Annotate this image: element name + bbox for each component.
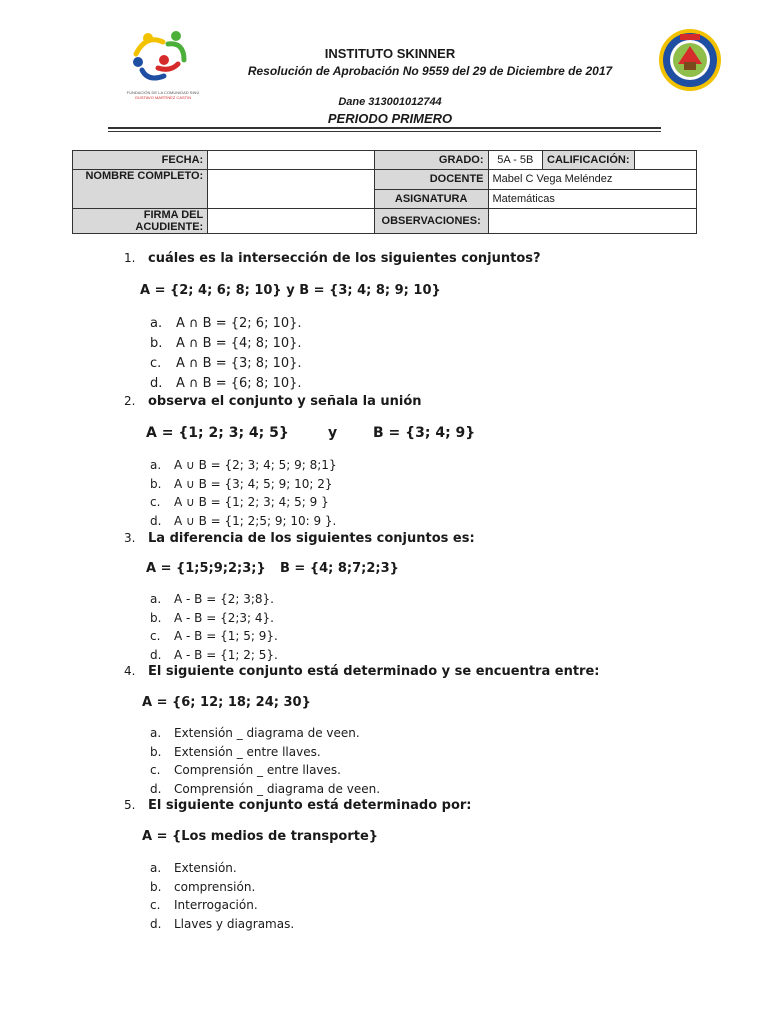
question-1-options: [150, 314, 302, 394]
option-d[interactable]: [150, 915, 294, 934]
logo-caption-2: GUSTAVO MARTÍNEZ CASTIN: [134, 95, 192, 100]
option-c[interactable]: [150, 493, 337, 512]
option-a[interactable]: [150, 859, 294, 878]
question-number: 3.: [124, 531, 136, 545]
question-text: observa el conjunto y señala la unión: [148, 394, 422, 409]
dane-code: Dane 313001012744: [338, 96, 442, 108]
option-a[interactable]: [150, 724, 380, 743]
option-b[interactable]: [150, 475, 337, 494]
question-2-set-y: y: [328, 425, 338, 441]
question-1-sets: A = {2; 4; 6; 8; 10} y B = {3; 4; 8; 9; 10}: [140, 283, 441, 298]
option-d[interactable]: [150, 512, 337, 531]
question-number: 2.: [124, 394, 136, 408]
question-number: 1.: [124, 251, 136, 265]
question-1: [124, 251, 541, 266]
question-3-set-a: A = {1;5;9;2;3;}: [146, 561, 266, 576]
question-text: El siguiente conjunto está determinado y se encuentra entre:: [148, 664, 600, 679]
option-letter: d.: [150, 916, 162, 931]
option-text: Comprensión _ entre llaves.: [174, 763, 341, 777]
option-letter: c.: [150, 629, 161, 643]
option-text: Extensión.: [174, 861, 237, 875]
calificacion-field[interactable]: [634, 151, 697, 170]
option-text: A ∪ B = {1; 2; 3; 4; 5; 9 }: [174, 495, 329, 509]
option-letter: b.: [150, 879, 162, 894]
question-4-sets: A = {6; 12; 18; 24; 30}: [142, 695, 311, 710]
option-letter: d.: [150, 781, 162, 796]
question-number: 4.: [124, 664, 136, 678]
option-a[interactable]: [150, 456, 337, 475]
school-name: INSTITUTO SKINNER: [324, 46, 456, 61]
question-number: 5.: [124, 798, 136, 812]
option-letter: b.: [150, 476, 162, 491]
option-c[interactable]: [150, 627, 278, 646]
option-letter: c.: [150, 356, 162, 371]
option-letter: d.: [150, 647, 162, 662]
option-text: A ∪ B = {3; 4; 5; 9; 10; 2}: [174, 476, 333, 491]
option-text: Extensión _ diagrama de veen.: [174, 726, 360, 740]
observaciones-label: OBSERVACIONES:: [374, 209, 488, 234]
question-3-set-b: B = {4; 8;7;2;3}: [280, 561, 399, 576]
question-2-set-b: B = {3; 4; 9}: [373, 425, 476, 441]
option-text: A ∩ B = {3; 8; 10}.: [176, 356, 302, 371]
option-text: Llaves y diagramas.: [174, 916, 295, 931]
fecha-field[interactable]: [208, 151, 375, 170]
option-text: A ∪ B = {2; 3; 4; 5; 9; 8;1}: [174, 458, 337, 472]
nombre-label: NOMBRE COMPLETO:: [73, 170, 208, 209]
option-text: Comprensión _ diagrama de veen.: [174, 781, 381, 796]
grado-value: 5A - 5B: [488, 151, 542, 170]
option-letter: a.: [150, 316, 163, 331]
option-text: A ∪ B = {1; 2;5; 9; 10: 9 }.: [174, 513, 337, 528]
option-text: Interrogación.: [174, 898, 258, 912]
period-title: PERIODO PRIMERO: [327, 111, 453, 126]
foundation-logo: [118, 24, 208, 104]
option-text: A - B = {1; 2; 5}.: [174, 647, 278, 662]
header-rule-bottom: [108, 131, 661, 132]
resolution-text: Resolución de Aprobación No 9559 del 29 de Diciembre de 2017: [247, 64, 613, 78]
option-c[interactable]: [150, 354, 302, 374]
student-info-table: [72, 150, 697, 234]
question-2-set-a: A = {1; 2; 3; 4; 5}: [146, 425, 289, 441]
school-seal-icon: [656, 24, 724, 96]
option-b[interactable]: [150, 334, 302, 354]
option-letter: a.: [150, 592, 162, 606]
option-b[interactable]: [150, 743, 380, 762]
option-letter: d.: [150, 513, 162, 528]
question-2-options: [150, 456, 337, 530]
option-letter: c.: [150, 763, 161, 777]
option-letter: a.: [150, 458, 162, 472]
docente-value: Mabel C Vega Meléndez: [488, 170, 696, 190]
option-text: A ∩ B = {4; 8; 10}.: [176, 336, 302, 351]
question-4-options: [150, 724, 380, 798]
school-seal: [656, 24, 724, 96]
option-text: comprensión.: [174, 879, 256, 894]
option-b[interactable]: [150, 609, 278, 628]
option-c[interactable]: [150, 896, 294, 915]
option-a[interactable]: [150, 314, 302, 334]
option-b[interactable]: [150, 878, 294, 897]
option-letter: d.: [150, 376, 163, 391]
question-4: [124, 664, 599, 679]
question-5-options: [150, 859, 294, 933]
option-letter: c.: [150, 898, 161, 912]
option-letter: b.: [150, 610, 162, 625]
option-d[interactable]: [150, 780, 380, 799]
question-text: cuáles es la intersección de los siguientes conjuntos?: [148, 251, 541, 266]
option-c[interactable]: [150, 761, 380, 780]
option-text: Extensión _ entre llaves.: [174, 744, 321, 759]
option-text: A ∩ B = {2; 6; 10}.: [176, 316, 302, 331]
header-rule-top: [108, 127, 661, 129]
grado-label: GRADO:: [374, 151, 488, 170]
option-letter: c.: [150, 495, 161, 509]
table-row: [73, 209, 697, 234]
question-2: [124, 394, 422, 409]
firma-field[interactable]: [208, 209, 375, 234]
option-text: A ∩ B = {6; 8; 10}.: [176, 376, 302, 391]
question-text: La diferencia de los siguientes conjuntos es:: [148, 531, 475, 546]
option-letter: b.: [150, 744, 162, 759]
question-text: El siguiente conjunto está determinado por:: [148, 798, 472, 813]
question-5-sets: A = {Los medios de transporte}: [142, 829, 379, 844]
option-text: A - B = {2;3; 4}.: [174, 610, 274, 625]
option-a[interactable]: [150, 590, 278, 609]
asignatura-label: ASIGNATURA: [374, 189, 488, 209]
asignatura-value: Matemáticas: [488, 189, 696, 209]
option-d[interactable]: [150, 646, 278, 665]
logo-caption-1: FUNDACIÓN DE LA COMUNIDAD SINÚ: [126, 90, 200, 95]
question-3-options: [150, 590, 278, 664]
table-row: [73, 151, 697, 170]
option-text: A - B = {2; 3;8}.: [174, 592, 274, 606]
firma-label: FIRMA DEL ACUDIENTE:: [73, 209, 208, 234]
option-letter: a.: [150, 726, 162, 740]
question-5: [124, 798, 472, 813]
observaciones-field[interactable]: [488, 209, 696, 234]
docente-label: DOCENTE: [374, 170, 488, 190]
option-text: A - B = {1; 5; 9}.: [174, 629, 278, 643]
option-letter: b.: [150, 336, 163, 351]
table-row: [73, 170, 697, 190]
question-3: [124, 531, 475, 546]
fecha-label: FECHA:: [73, 151, 208, 170]
nombre-field[interactable]: [208, 170, 375, 209]
foundation-logo-figures-icon: [118, 24, 208, 86]
option-letter: a.: [150, 861, 162, 875]
calificacion-label: CALIFICACIÓN:: [543, 151, 635, 170]
option-d[interactable]: [150, 374, 302, 394]
